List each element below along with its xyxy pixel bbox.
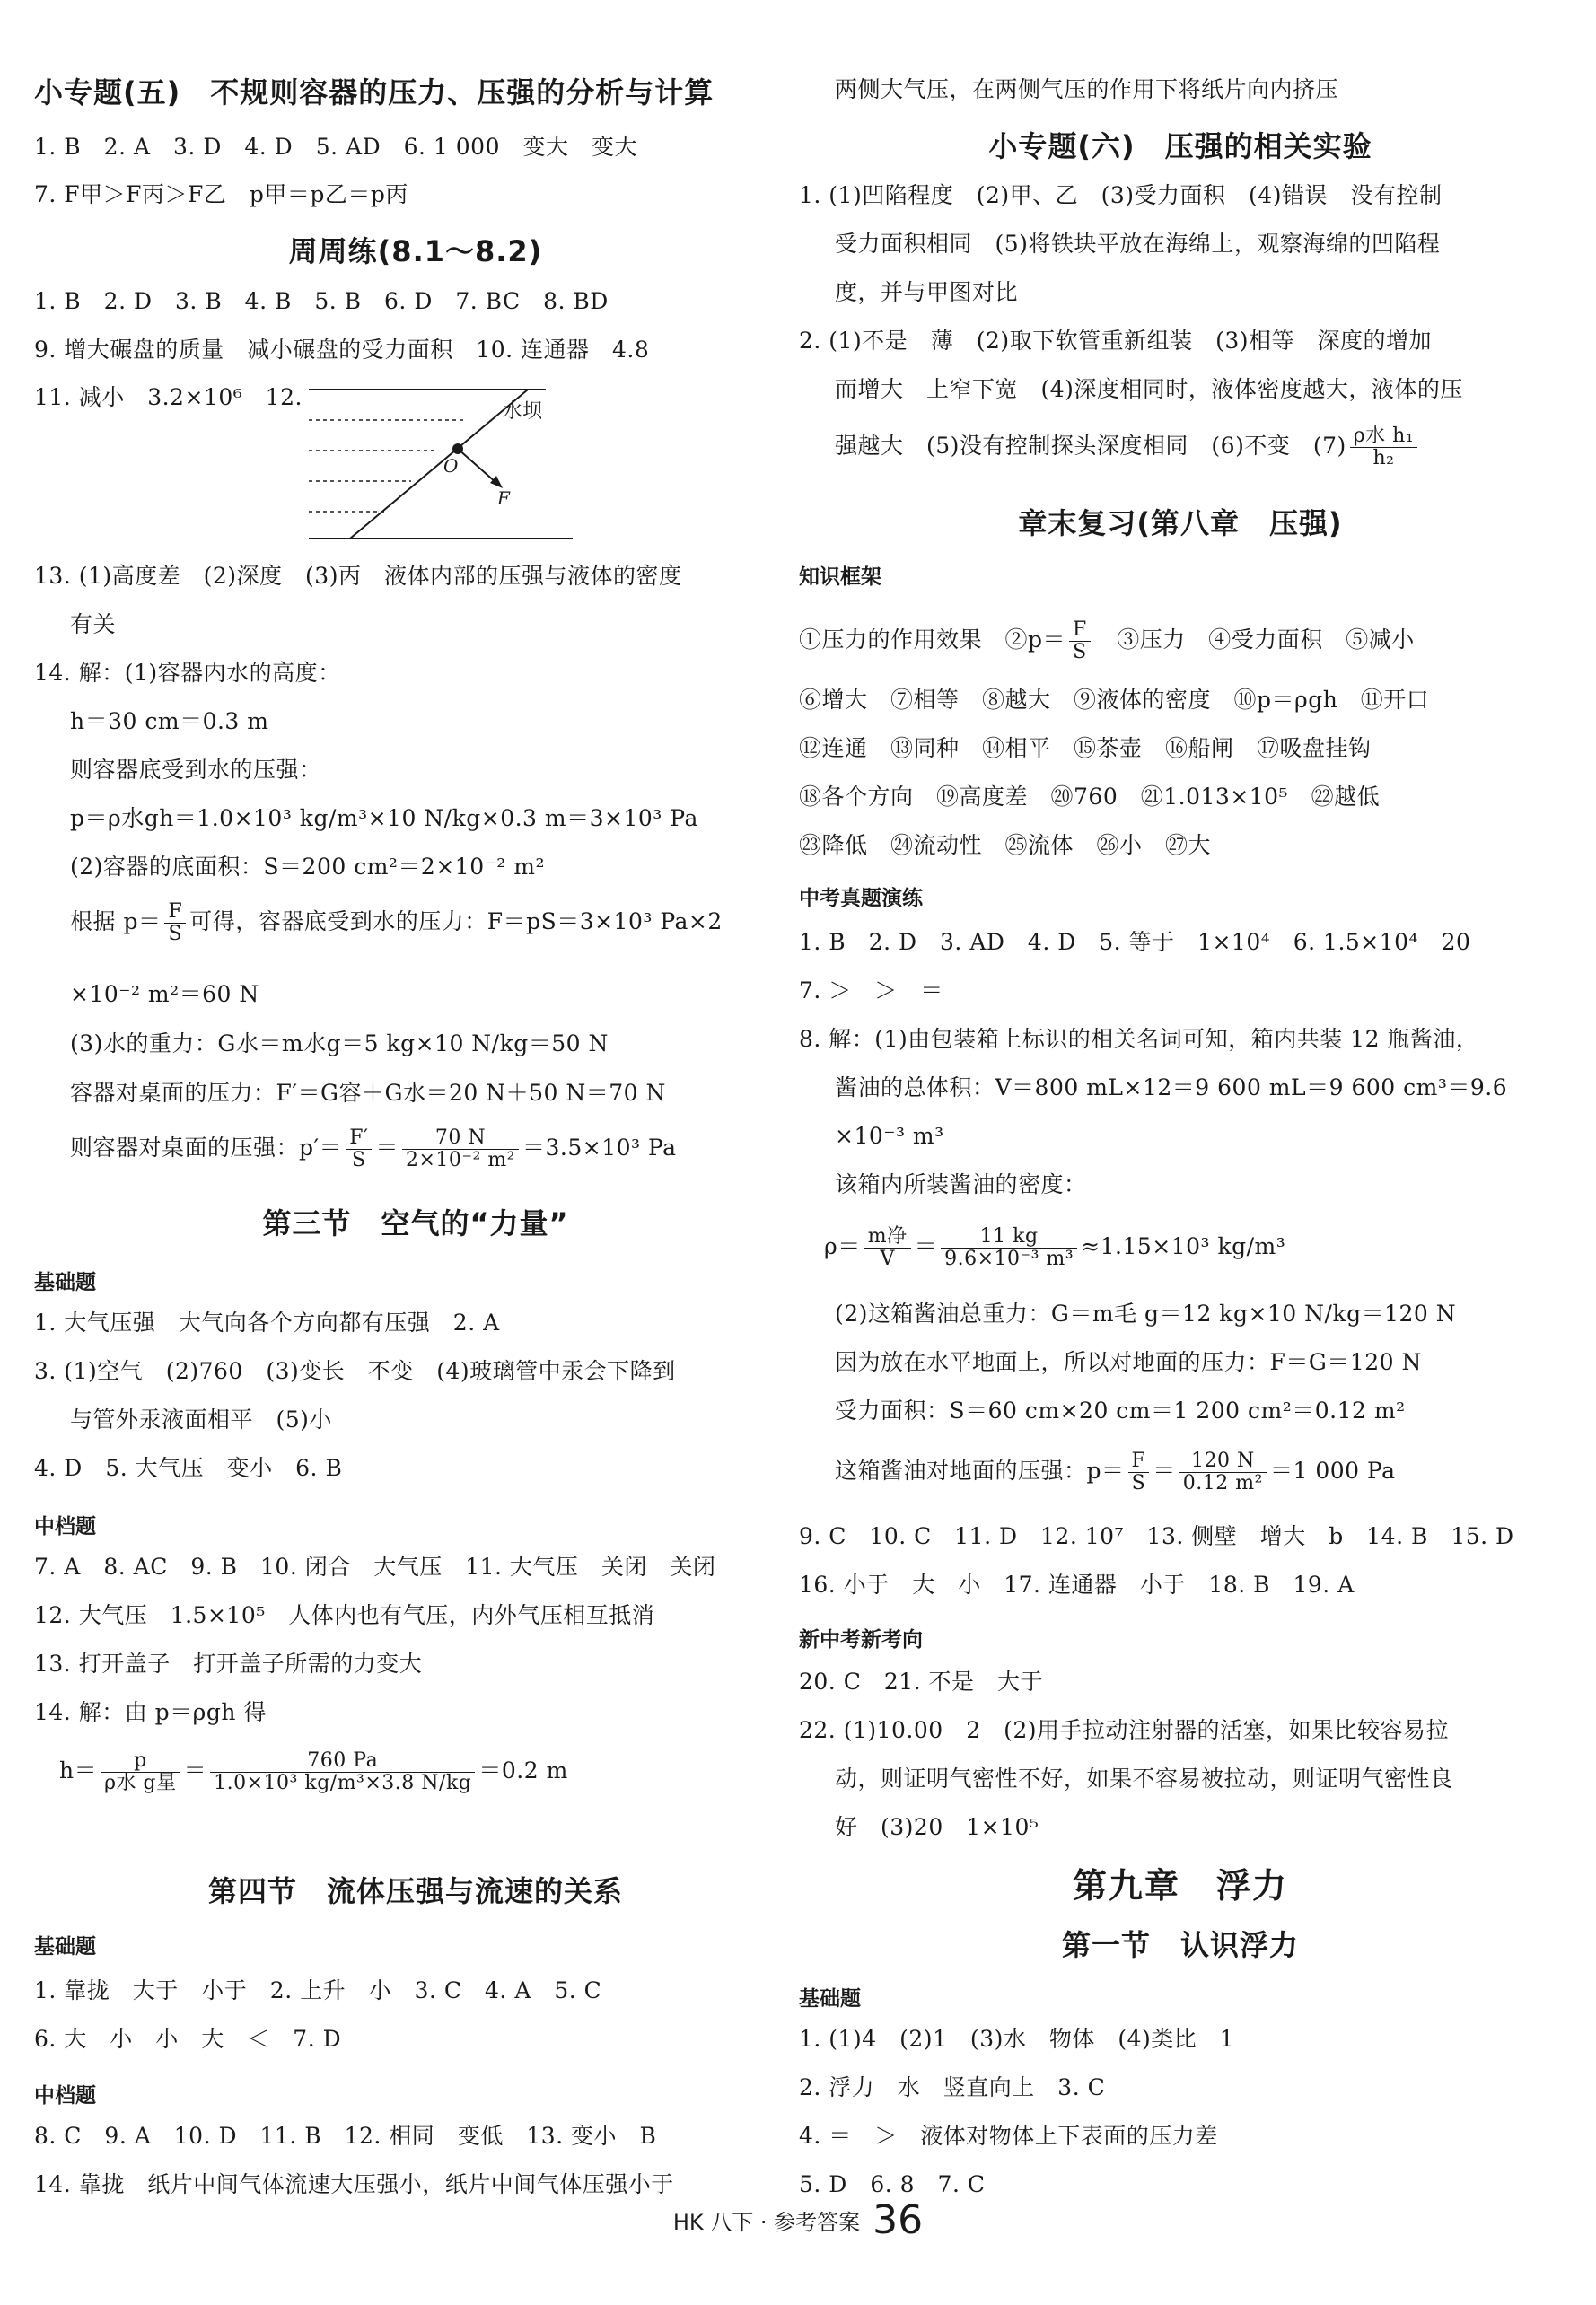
answer-line: 14. 解：由 p＝ρgh 得 [34,1699,267,1725]
formula-line: 根据 p＝ $\frac{F}{S}$ 可得，容器底受到水的压力：F＝pS＝3×10³ Pa×2 [70,900,723,945]
answer-line: 酱油的总体积：V＝800 mL×12＝9 600 mL＝9 600 cm³＝9.6 [835,1074,1508,1100]
f-label: F [497,487,510,509]
heading-chapter-9: 第九章 浮力 [1072,1866,1288,1906]
answer-line: ⑱各个方向 ⑲高度差 ⑳760 ㉑1.013×10⁵ ㉒越低 [799,784,1381,810]
answer-line: p＝ρ水gh＝1.0×10³ kg/m³×10 N/kg×0.3 m＝3×10³ Pa [70,805,698,831]
tag-new-exam: 新中考新考向 [799,1628,923,1652]
answer-line: 1. 大气压强 大气向各个方向都有压强 2. A [34,1310,500,1336]
dam-figure [303,377,582,543]
answer-line: 2. (1)不是 薄 (2)取下软管重新组装 (3)相等 深度的增加 [799,328,1433,354]
answer-line: 4. D 5. 大气压 变小 6. B [34,1455,343,1481]
fraction: $\frac{760 Pa}{\text{1.0×10³ kg/m³×3.8 N/kg}}$ [210,1750,475,1794]
answer-line: 1. B 2. A 3. D 4. D 5. AD 6. 1 000 变大 变大 [34,134,637,160]
tag-exam-practice: 中考真题演练 [799,887,923,910]
footer-label: HK 八下 · 参考答案 [672,2210,861,2235]
fraction: $\frac{F}{S}$ [1069,619,1091,663]
answer-line: (2)这箱酱油总重力：G＝m毛 g＝12 kg×10 N/kg＝120 N [835,1301,1457,1327]
answer-line: 22. (1)10.00 2 (2)用手拉动注射器的活塞，如果比较容易拉 [799,1717,1450,1743]
answer-line: 6. 大 小 小 大 ＜ 7. D [34,2026,342,2052]
formula-line: ①压力的作用效果 ②p＝ $\frac{F}{S}$ ③压力 ④受力面积 ⑤减小 [799,618,1415,663]
answer-line: 13. (1)高度差 (2)深度 (3)丙 液体内部的压强与液体的密度 [34,563,682,589]
answer-line: 动，则证明气密性不好，如果不容易被拉动，则证明气密性良 [835,1766,1453,1792]
force-arrow [458,449,496,483]
answer-line: 11. 减小 3.2×10⁶ 12. [34,384,303,410]
answer-line: 14. 解：(1)容器内水的高度： [34,660,341,686]
answer-line: 1. B 2. D 3. AD 4. D 5. 等于 1×10⁴ 6. 1.5×10⁴ 20 [799,929,1471,955]
fraction: $\frac{F'}{S}$ [346,1127,372,1171]
answer-line: 9. 增大碾盘的质量 减小碾盘的受力面积 10. 连通器 4.8 [34,337,650,363]
formula-line: 则容器对桌面的压强：p′＝ $\frac{F'}{S}$ ＝ $\frac{70 N}{\text{2×10⁻² m²}}$ ＝3.5×10³ Pa [70,1126,677,1171]
tag-basic: 基础题 [799,1987,861,2011]
formula-line: 这箱酱油对地面的压强：p＝ $\frac{F}{S}$ ＝ $\frac{120 N}{\text{0.12 m²}}$ ＝1 000 Pa [835,1450,1396,1494]
heading-section-3: 第三节 空气的“力量” [262,1206,569,1240]
answer-line: h＝30 cm＝0.3 m [70,708,269,734]
answer-line: 1. (1)4 (2)1 (3)水 物体 (4)类比 1 [799,2026,1235,2052]
answer-line: ㉓降低 ㉔流动性 ㉕流体 ㉖小 ㉗大 [799,832,1212,858]
page-number: 36 [873,2197,924,2243]
tag-medium: 中档题 [34,2084,96,2108]
answer-line: 与管外汞液面相平 (5)小 [70,1407,332,1433]
answer-line: 9. C 10. C 11. D 12. 10⁷ 13. 侧壁 增大 b 14. B 15. D [799,1523,1514,1549]
fraction: $\frac{F}{S}$ [164,901,186,945]
fraction: $\frac{\text{ρ水 h₁}}{\text{h₂}}$ [1350,425,1417,469]
heading-special-topic-5: 小专题(五) 不规则容器的压力、压强的分析与计算 [34,75,715,110]
formula-line: ρ＝ $\frac{\text{m净}}{V}$ ＝ $\frac{11 kg}{\text{9.6×10⁻³ m³}}$ ≈1.15×10³ kg/m³ [824,1225,1286,1270]
answer-line: 3. (1)空气 (2)760 (3)变长 不变 (4)玻璃管中汞会下降到 [34,1358,676,1384]
answer-line: ×10⁻² m²＝60 N [70,981,259,1007]
answer-line: 4. ＝ ＞ 液体对物体上下表面的压力差 [799,2123,1218,2149]
o-label: O [443,455,459,477]
answer-line: 2. 浮力 水 竖直向上 3. C [799,2074,1106,2100]
answer-line: (3)水的重力：G水＝m水g＝5 kg×10 N/kg＝50 N [70,1030,609,1056]
answer-line: 7. ＞ ＞ ＝ [799,977,943,1004]
answer-line: 受力面积相同 (5)将铁块平放在海绵上，观察海绵的凹陷程 [835,231,1441,257]
fraction: $\frac{11 kg}{\text{9.6×10⁻³ m³}}$ [941,1226,1077,1270]
answer-line: 1. B 2. D 3. B 4. B 5. B 6. D 7. BC 8. BD [34,288,609,314]
answer-line: ×10⁻³ m³ [835,1123,944,1149]
answer-line: 20. C 21. 不是 大于 [799,1669,1044,1695]
dam-wall [350,390,528,539]
answer-line: 容器对桌面的压力：F′＝G容＋G水＝20 N＋50 N＝70 N [70,1080,666,1106]
answer-line: 度，并与甲图对比 [835,279,1019,305]
answer-line: ⑥增大 ⑦相等 ⑧越大 ⑨液体的密度 ⑩p＝ρgh ⑪开口 [799,687,1430,713]
fraction: $\frac{120 N}{\text{0.12 m²}}$ [1179,1450,1267,1494]
answer-line: 12. 大气压 1.5×10⁵ 人体内也有气压，内外气压相互抵消 [34,1602,655,1628]
heading-chapter-review: 章末复习(第八章 压强) [1018,506,1343,540]
answer-line: 5. D 6. 8 7. C [799,2171,986,2197]
answer-line: 8. 解：(1)由包装箱上标识的相关名词可知，箱内共装 12 瓶酱油， [799,1026,1479,1052]
answer-line: 7. F甲＞F丙＞F乙 p甲＝p乙＝p丙 [34,181,408,207]
heading-special-topic-6: 小专题(六) 压强的相关实验 [988,129,1372,163]
answer-line: ⑫连通 ⑬同种 ⑭相平 ⑮茶壶 ⑯船闸 ⑰吸盘挂钩 [799,735,1372,761]
answer-line: 受力面积：S＝60 cm×20 cm＝1 200 cm²＝0.12 m² [835,1398,1406,1424]
tag-knowledge-framework: 知识框架 [799,565,881,589]
tag-basic: 基础题 [34,1935,96,1959]
heading-section-4: 第四节 流体压强与流速的关系 [207,1874,623,1908]
formula-line: 强越大 (5)没有控制探头深度相同 (6)不变 (7) $\frac{\text{ρ水 h₁}}{\text{h₂}}$ [799,425,1421,469]
answer-line: 1. (1)凹陷程度 (2)甲、乙 (3)受力面积 (4)错误 没有控制 [799,182,1443,208]
answer-line: 则容器底受到水的压强： [70,757,322,783]
answer-line: (2)容器的底面积：S＝200 cm²＝2×10⁻² m² [70,854,545,880]
answer-line: 14. 靠拢 纸片中间气体流速大压强小，纸片中间气体压强小于 [34,2171,674,2197]
tag-medium: 中档题 [34,1515,96,1538]
answer-line: 好 (3)20 1×10⁵ [835,1814,1039,1840]
answer-line: 7. A 8. AC 9. B 10. 闭合 大气压 11. 大气压 关闭 关闭 [34,1554,716,1580]
answer-line: 两侧大气压，在两侧气压的作用下将纸片向内挤压 [835,76,1339,102]
answer-line: 16. 小于 大 小 17. 连通器 小于 18. B 19. A [799,1572,1355,1598]
answer-line: 13. 打开盖子 打开盖子所需的力变大 [34,1651,423,1677]
answer-line: 1. 靠拢 大于 小于 2. 上升 小 3. C 4. A 5. C [34,1977,602,2003]
fraction: $\frac{70 N}{\text{2×10⁻² m²}}$ [402,1127,519,1171]
fraction: $\frac{\text{m净}}{V}$ [864,1226,911,1270]
answer-line: 有关 [70,611,117,637]
fraction: $\frac{F}{S}$ [1128,1450,1150,1494]
fraction: $\frac{p}{\text{ρ水 g星}}$ [101,1750,180,1794]
arrow-head [490,476,503,488]
page-footer [0,2197,1596,2243]
heading-section-9-1: 第一节 认识浮力 [1061,1928,1299,1962]
formula-line: h＝ $\frac{p}{\text{ρ水 g星}}$ ＝ $\frac{760 Pa}{\text{1.0×10³ kg/m³×3.8 N/kg}}$ ＝0.2 m [59,1749,568,1794]
answer-line: 8. C 9. A 10. D 11. B 12. 相同 变低 13. 变小 B [34,2123,657,2149]
dam-label: 水坝 [503,400,543,423]
answer-line: 而增大 上窄下宽 (4)深度相同时，液体密度越大，液体的压 [835,376,1463,402]
answer-line: 因为放在水平地面上，所以对地面的压力：F＝G＝120 N [835,1349,1422,1375]
heading-weekly-practice: 周周练(8.1～8.2) [288,234,543,268]
answer-line: 该箱内所装酱油的密度： [835,1171,1087,1197]
tag-basic: 基础题 [34,1271,96,1294]
